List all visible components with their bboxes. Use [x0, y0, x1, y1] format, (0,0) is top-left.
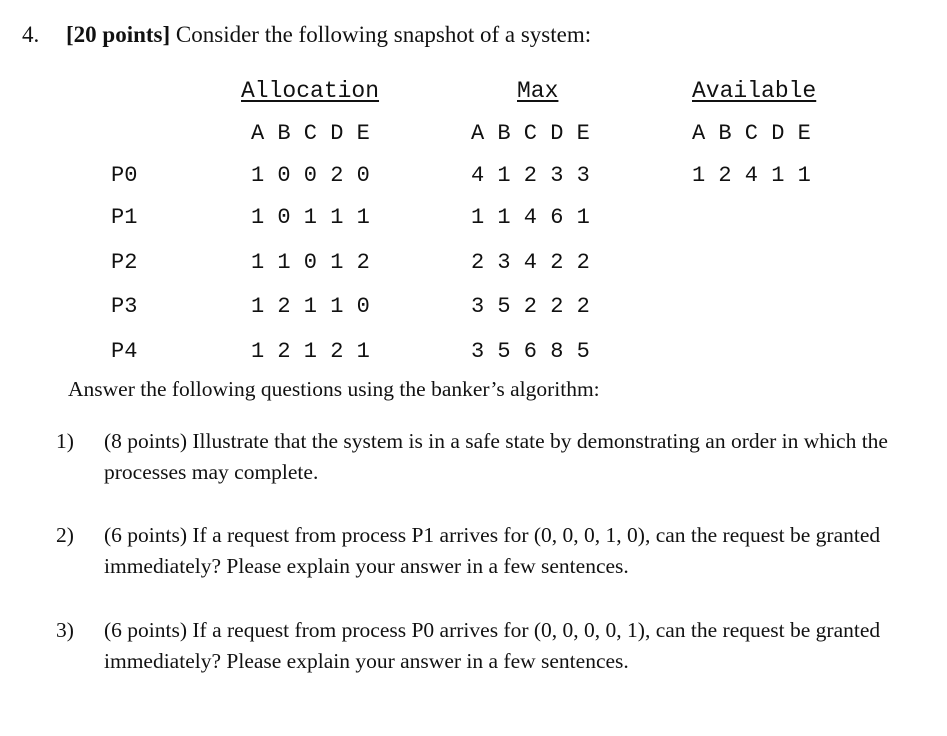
- process-label-p0: P0: [111, 163, 138, 188]
- process-label-p2: P2: [111, 250, 138, 275]
- item-number: 1): [56, 429, 74, 453]
- question-number: 4.: [22, 22, 40, 47]
- allocation-cell-p4: 1 2 1 2 1: [251, 339, 370, 364]
- max-cell-p1: 1 1 4 6 1: [471, 205, 590, 230]
- question-text: Consider the following snapshot of a system:: [175, 22, 592, 47]
- item-number: 2): [56, 523, 74, 547]
- max-cell-p4: 3 5 6 8 5: [471, 339, 590, 364]
- item-text: (8 points) Illustrate that the system is in a safe state by demonstrating an order in which the processes may complete.: [104, 429, 888, 484]
- instructions-text: Answer the following questions using the banker’s algorithm:: [68, 377, 600, 401]
- max-cell-p0: 4 1 2 3 3: [471, 163, 590, 188]
- question-item-2: [56, 520, 904, 582]
- max-header: Max: [517, 78, 559, 104]
- item-number: 3): [56, 618, 74, 642]
- item-text: (6 points) If a request from process P1 arrives for (0, 0, 0, 1, 0), can the request be granted immediately? Please explain your answer in a few sentences.: [104, 523, 881, 578]
- process-label-p4: P4: [111, 339, 138, 364]
- question-header: [22, 22, 591, 48]
- max-resource-labels: A B C D E: [471, 121, 590, 146]
- allocation-header: Allocation: [241, 78, 380, 104]
- allocation-cell-p3: 1 2 1 1 0: [251, 294, 370, 319]
- allocation-cell-p0: 1 0 0 2 0: [251, 163, 370, 188]
- available-cell: 1 2 4 1 1: [692, 163, 811, 188]
- available-resource-labels: A B C D E: [692, 121, 811, 146]
- question-item-3: [56, 615, 904, 677]
- process-label-p1: P1: [111, 205, 138, 230]
- question-item-1: [56, 426, 904, 488]
- available-header: Available: [692, 78, 817, 104]
- allocation-cell-p2: 1 1 0 1 2: [251, 250, 370, 275]
- max-cell-p3: 3 5 2 2 2: [471, 294, 590, 319]
- item-text: (6 points) If a request from process P0 arrives for (0, 0, 0, 0, 1), can the request be granted immediately? Please explain your answer in a few sentences.: [104, 618, 881, 673]
- allocation-cell-p1: 1 0 1 1 1: [251, 205, 370, 230]
- allocation-resource-labels: A B C D E: [251, 121, 370, 146]
- max-cell-p2: 2 3 4 2 2: [471, 250, 590, 275]
- question-points: [20 points]: [66, 22, 171, 47]
- process-label-p3: P3: [111, 294, 138, 319]
